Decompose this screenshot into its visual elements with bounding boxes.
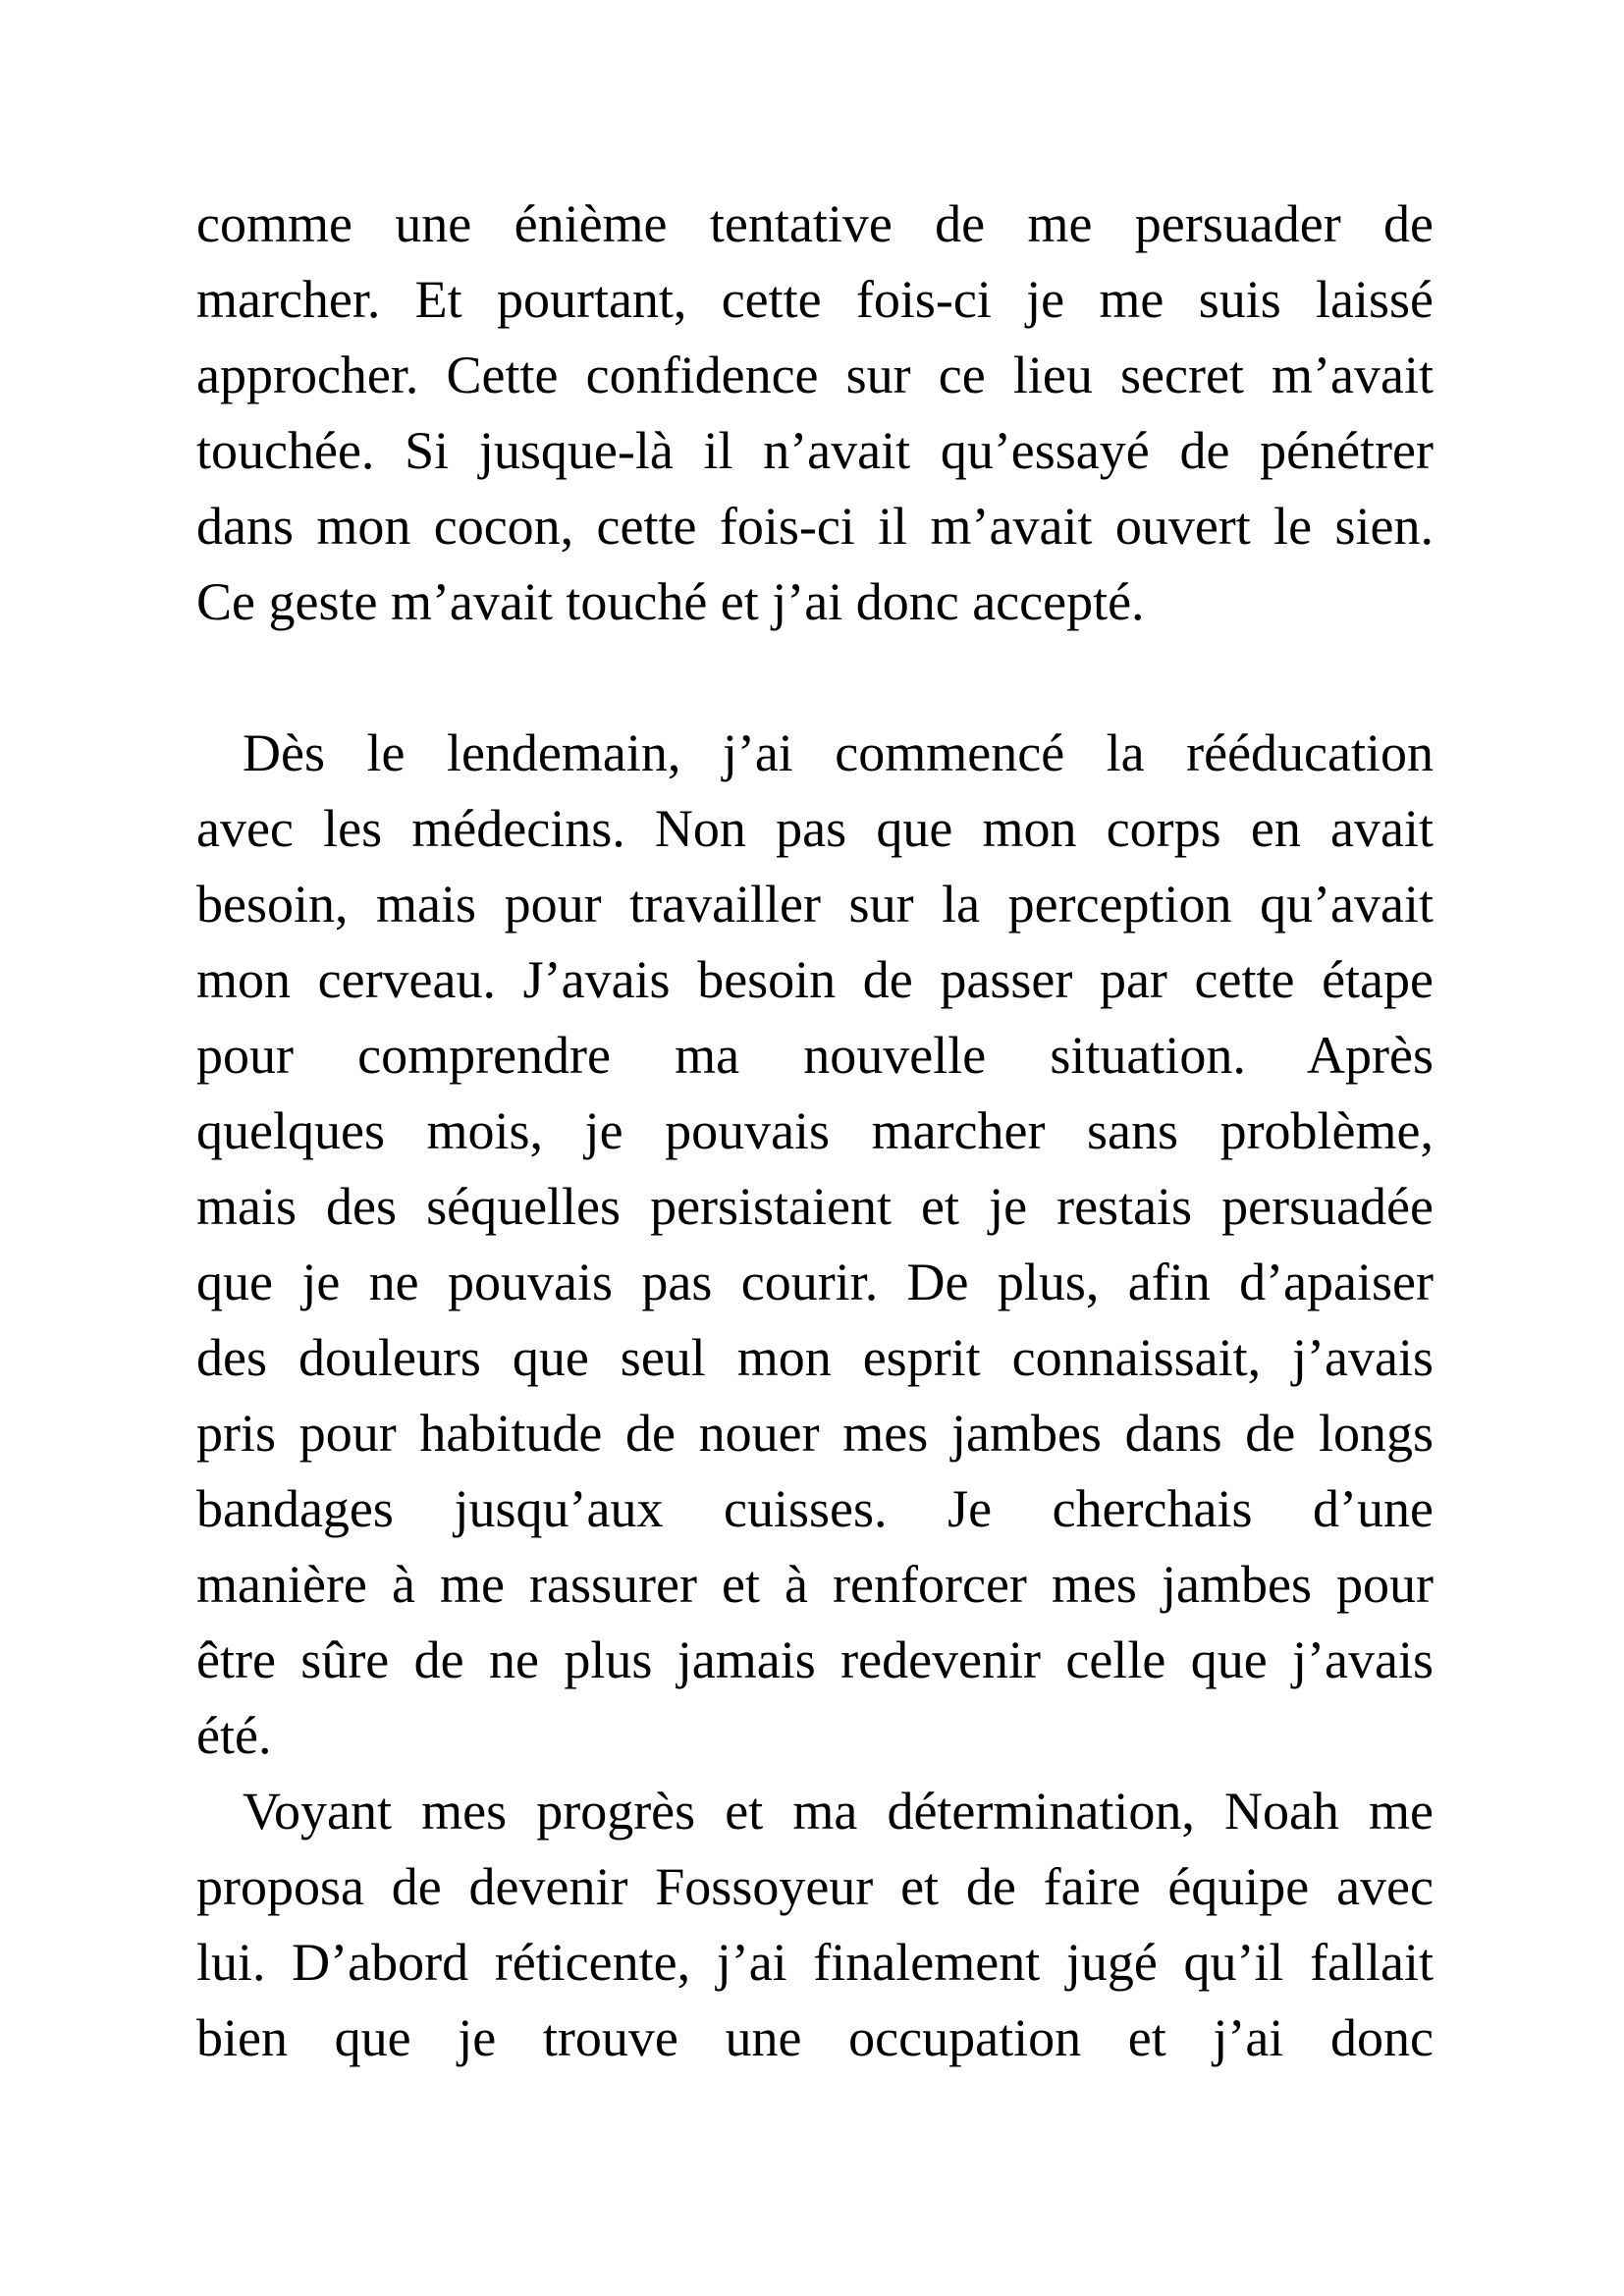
- text-line: être sûre de ne plus jamais redevenir celle que j’avais: [196, 1630, 1434, 1689]
- text-line: été.: [196, 1706, 272, 1765]
- text-line: bien que je trouve une occupation et j’ai donc: [196, 2008, 1434, 2067]
- text-line: marcher. Et pourtant, cette fois-ci je me suis laissé: [196, 270, 1434, 329]
- text-line: mon cerveau. J’avais besoin de passer par cette étape: [196, 950, 1434, 1009]
- text-line: manière à me rassurer et à renforcer mes jambes pour: [196, 1555, 1434, 1614]
- text-line: Ce geste m’avait touché et j’ai donc accepté.: [196, 572, 1145, 631]
- text-line: des douleurs que seul mon esprit connaissait, j’avais: [196, 1328, 1434, 1387]
- paragraph: [196, 716, 1434, 1774]
- page-text-block: [196, 187, 1434, 2076]
- text-line: lui. D’abord réticente, j’ai finalement jugé qu’il fallait: [196, 1933, 1434, 1992]
- text-line: quelques mois, je pouvais marcher sans problème,: [196, 1101, 1434, 1160]
- text-line: touchée. Si jusque-là il n’avait qu’essayé de pénétrer: [196, 421, 1434, 480]
- text-line: pour comprendre ma nouvelle situation. Après: [196, 1026, 1434, 1085]
- paragraph: [196, 1774, 1434, 2076]
- text-line: Dès le lendemain, j’ai commencé la rééducation: [243, 723, 1434, 782]
- text-line: avec les médecins. Non pas que mon corps en avait: [196, 799, 1434, 858]
- text-line: proposa de devenir Fossoyeur et de faire équipe avec: [196, 1857, 1434, 1916]
- text-line: que je ne pouvais pas courir. De plus, afin d’apaiser: [196, 1253, 1434, 1311]
- text-line: comme une énième tentative de me persuader de: [196, 194, 1434, 253]
- text-line: dans mon cocon, cette fois-ci il m’avait ouvert le sien.: [196, 497, 1434, 556]
- text-line: besoin, mais pour travailler sur la perception qu’avait: [196, 875, 1434, 934]
- text-line: pris pour habitude de nouer mes jambes dans de longs: [196, 1404, 1434, 1463]
- text-line: Voyant mes progrès et ma détermination, Noah me: [243, 1782, 1434, 1841]
- text-line: mais des séquelles persistaient et je restais persuadée: [196, 1177, 1434, 1236]
- text-line: approcher. Cette confidence sur ce lieu secret m’avait: [196, 346, 1434, 404]
- paragraph: [196, 187, 1434, 640]
- text-line: bandages jusqu’aux cuisses. Je cherchais d’une: [196, 1479, 1434, 1538]
